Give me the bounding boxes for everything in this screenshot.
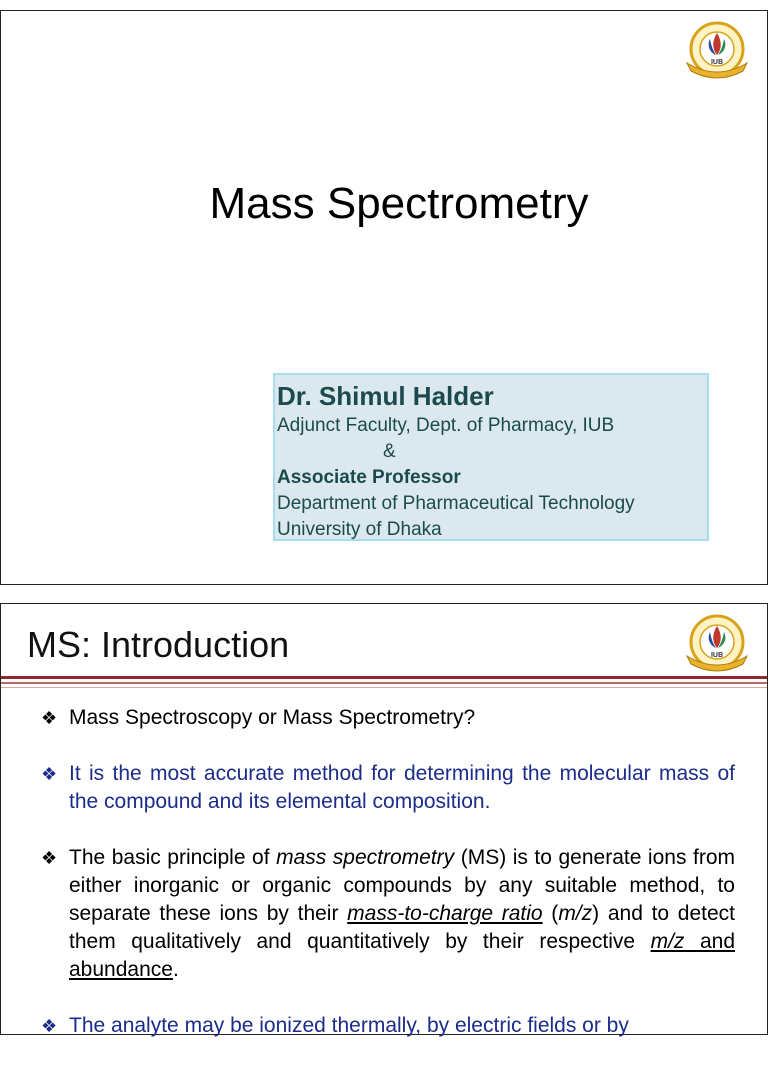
iub-logo-icon <box>679 612 755 674</box>
intro-slide <box>0 603 768 1035</box>
text-run-italic: m/z <box>650 930 685 953</box>
author-department: Department of Pharmaceutical Technology <box>277 493 635 514</box>
iub-logo-icon <box>679 19 755 81</box>
text-run: The basic principle of <box>69 846 277 869</box>
bullet-text: It is the most accurate method for determining the molecular mass of the compound and its elemental composition. <box>69 762 735 813</box>
author-info-box <box>273 373 709 541</box>
bullet-item <box>41 844 735 984</box>
svg-text:IUB: IUB <box>710 652 724 659</box>
text-run: ) and to detect them qualitatively and quantitatively by their respective <box>69 902 735 953</box>
text-run-italic: m/z <box>558 902 593 925</box>
text-run-italic: mass spectrometry <box>276 846 455 869</box>
ampersand: & <box>383 441 396 462</box>
diamond-bullet-icon: ❖ <box>41 764 58 784</box>
author-position: Associate Professor <box>277 467 461 488</box>
author-name: Dr. Shimul Halder <box>277 381 494 411</box>
bullet-text: The analyte may be ionized thermally, by electric fields or by <box>69 1014 629 1037</box>
text-run-underlined: and abundance <box>69 930 736 981</box>
svg-text:IUB: IUB <box>710 59 724 66</box>
text-run: . <box>172 958 179 981</box>
slide-content <box>41 704 735 1068</box>
diamond-bullet-icon: ❖ <box>41 708 58 728</box>
bullet-item <box>41 760 735 816</box>
bullet-text: Mass Spectroscopy or Mass Spectrometry? <box>69 706 476 729</box>
text-run-underlined: mass-to-charge ratio <box>347 902 543 925</box>
slide-title: Mass Spectrometry <box>209 179 589 228</box>
text-run: (MS) is to generate ions from either inorganic or organic compounds by any suitable method, to separate these ions by their <box>69 846 735 925</box>
bullet-item <box>41 704 735 732</box>
title-slide <box>0 10 768 585</box>
author-affiliation-1: Adjunct Faculty, Dept. of Pharmacy, IUB <box>277 415 615 436</box>
slide-title: MS: Introduction <box>27 624 290 665</box>
text-run: ( <box>542 902 559 925</box>
diamond-bullet-icon: ❖ <box>41 1016 58 1036</box>
author-university: University of Dhaka <box>277 519 442 540</box>
diamond-bullet-icon: ❖ <box>41 848 58 868</box>
title-divider <box>1 676 767 691</box>
bullet-item <box>41 1012 735 1040</box>
